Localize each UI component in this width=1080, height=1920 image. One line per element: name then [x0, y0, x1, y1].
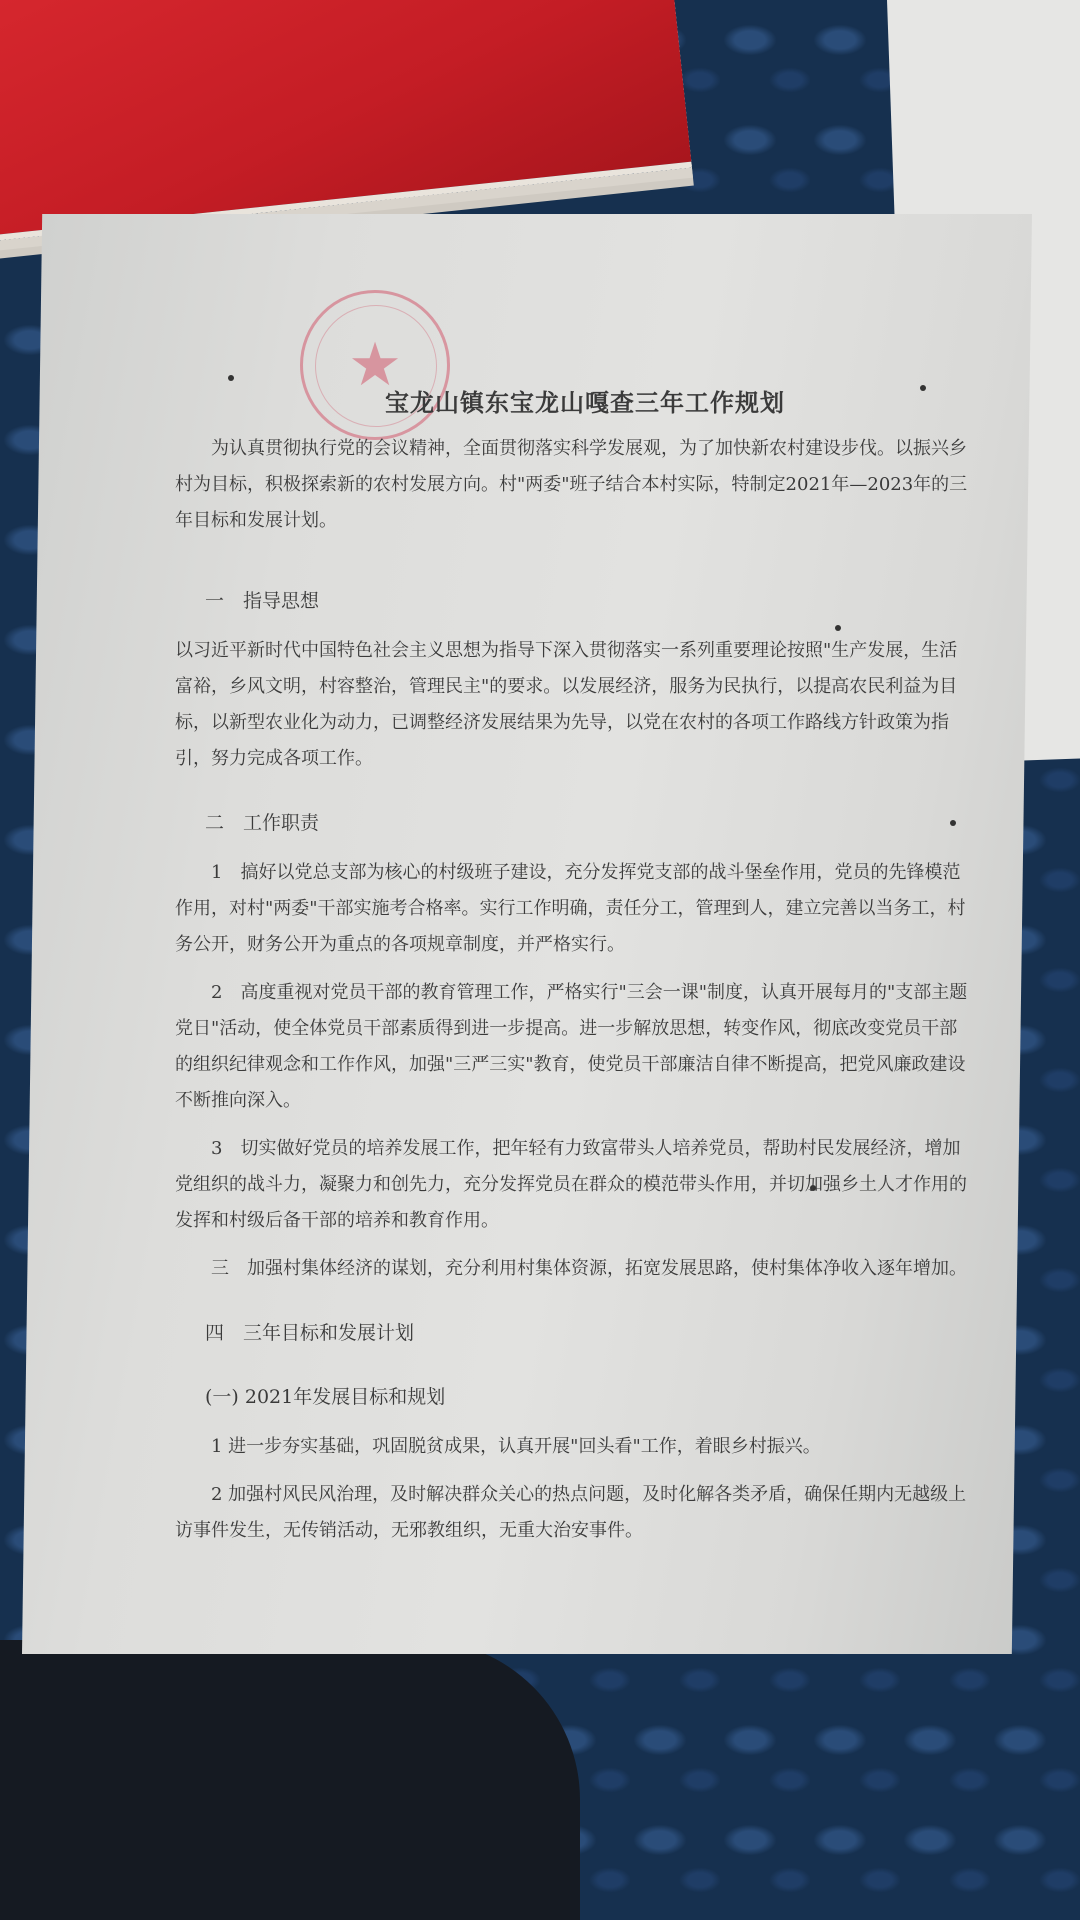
- duty-2: 2 高度重视对党员干部的教育管理工作，严格实行"三会一课"制度，认真开展每月的"支部主题党日"活动，使全体党员干部素质得到进一步提高。进一步解放思想，转变作风，彻底改变党员干部的组织纪律观念和工作作风，加强"三严三实"教育，使党员干部廉洁自律不断提高，把党风廉政建设不断推向深入。: [175, 982, 968, 1111]
- document-body: [175, 385, 975, 1561]
- section-3-text: 三 加强村集体经济的谋划，充分利用村集体资源，拓宽发展思路，使村集体净收入逐年增加。: [211, 1258, 967, 1279]
- goal-2: 2 加强村风民风治理，及时解决群众关心的热点问题，及时化解各类矛盾，确保任期内无越级上访事件发生，无传销活动，无邪教组织，无重大治安事件。: [175, 1484, 967, 1541]
- section-heading-2: 二 工作职责: [205, 812, 320, 834]
- duty-3: 3 切实做好党员的培养发展工作，把年轻有力致富带头人培养党员，帮助村民发展经济，增加党组织的战斗力，凝聚力和创先力，充分发挥党员在群众的模范带头作用，并切加强乡土人才作用的发挥和村级后备干部的培养和教育作用。: [175, 1138, 967, 1231]
- section-heading-4: 四 三年目标和发展计划: [205, 1322, 415, 1344]
- document-title: 宝龙山镇东宝龙山嘎查三年工作规划: [385, 388, 785, 417]
- section-1-text: 以习近平新时代中国特色社会主义思想为指导下深入贯彻落实一系列重要理论按照"生产发展，生活富裕，乡风文明，村容整治，管理民主"的要求。以发展经济，服务为民执行，以提高农民利益为目标，以新型农业化为动力，已调整经济发展结果为先导，以党在农村的各项工作路线方针政策为指引，努力完成各项工作。: [175, 640, 958, 769]
- speck: [228, 375, 234, 381]
- intro-paragraph: 为认真贯彻执行党的会议精神，全面贯彻落实科学发展观，为了加快新农村建设步伐。以振兴乡村为目标，积极探索新的农村发展方向。村"两委"班子结合本村实际，特制定2021年—2023年的三年目标和发展计划。: [175, 438, 968, 531]
- dark-fabric: [0, 1640, 580, 1920]
- official-seal-icon: ★: [300, 290, 450, 440]
- sub-heading-2021: (一) 2021年发展目标和规划: [205, 1386, 446, 1408]
- goal-1: 1 进一步夯实基础，巩固脱贫成果，认真开展"回头看"工作，着眼乡村振兴。: [211, 1436, 821, 1457]
- duty-1: 1 搞好以党总支部为核心的村级班子建设，充分发挥党支部的战斗堡垒作用，党员的先锋模范作用，对村"两委"干部实施考合格率。实行工作明确，责任分工，管理到人，建立完善以当务工，村务公开，财务公开为重点的各项规章制度，并严格实行。: [175, 862, 966, 955]
- section-heading-1: 一 指导思想: [205, 590, 320, 612]
